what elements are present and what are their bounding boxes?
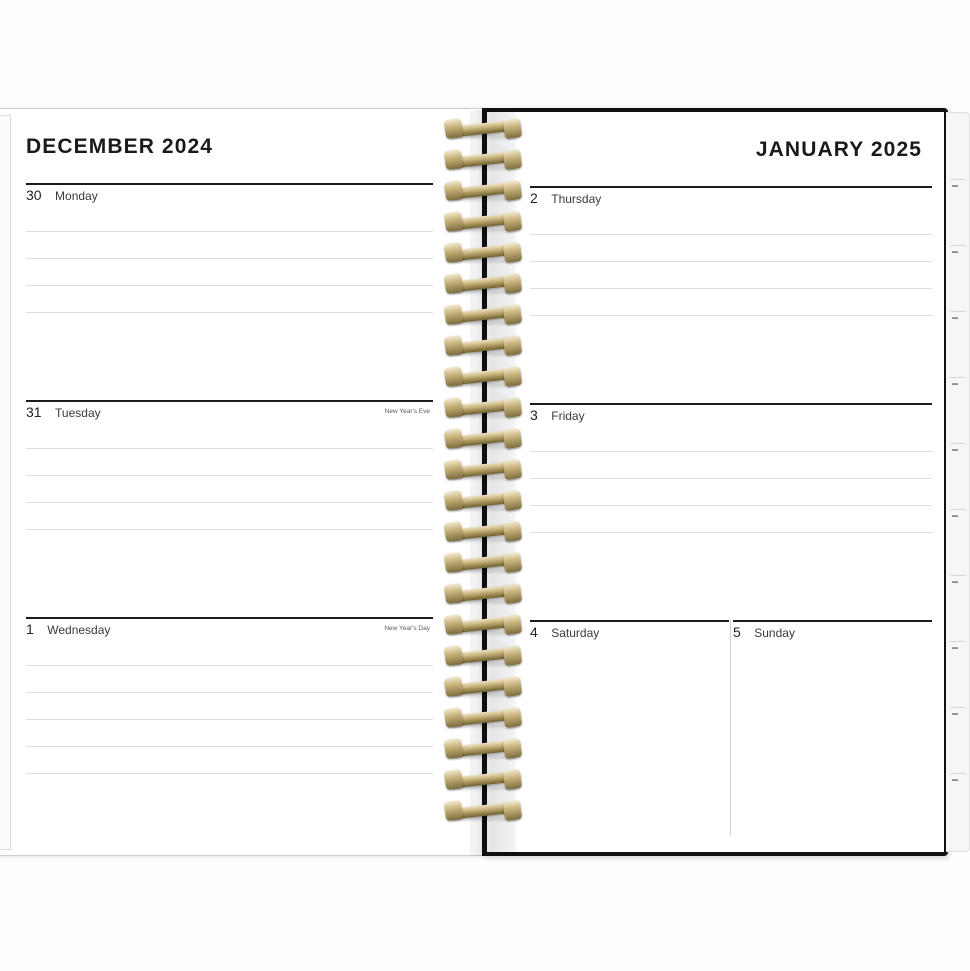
page-index-tabs[interactable]: ▬ ▬ ▬ ▬ ▬ ▬ ▬ ▬ ▬ ▬ [946,112,970,852]
left-page-content [0,109,484,855]
day-header [26,187,98,205]
writing-lines [530,208,932,316]
day-number: 30 [26,187,42,203]
day-name: Friday [551,409,585,423]
day-entry-tuesday-31 [26,400,433,537]
spiral-loop [446,490,522,512]
day-number: 2 [530,190,538,206]
day-name: Monday [55,189,98,203]
spiral-loop [446,552,522,574]
day-rule [733,620,932,622]
day-rule [26,617,433,619]
right-page [482,108,948,856]
day-number: 5 [733,624,741,640]
day-name: Thursday [551,192,602,206]
writing-lines [26,205,433,313]
day-name: Saturday [551,626,600,640]
left-page [0,108,484,856]
left-month-title: DECEMBER 2024 [26,135,214,158]
spiral-loop [446,521,522,543]
spiral-loop [446,614,522,636]
day-rule [530,620,729,622]
spiral-binding [446,118,530,848]
spiral-loop [446,118,522,140]
day-header [530,190,601,208]
day-rule [530,186,932,188]
day-header [530,624,599,642]
day-entry-thursday-2 [530,186,932,323]
spiral-loop [446,645,522,667]
spiral-loop [446,676,522,698]
spiral-loop [446,800,522,822]
photo-backdrop-top [0,0,970,112]
spiral-loop [446,397,522,419]
day-header [26,404,101,422]
spiral-loop [446,769,522,791]
photo-backdrop-bottom [0,858,970,971]
writing-lines [26,422,433,530]
day-name: Wednesday [47,623,111,637]
right-month-title: JANUARY 2025 [755,138,922,161]
day-name: Sunday [754,626,795,640]
day-rule [26,400,433,402]
day-entry-saturday-4 [530,620,729,757]
spiral-loop [446,149,522,171]
day-header [733,624,795,642]
spiral-loop [446,738,522,760]
weekend-divider [730,620,731,835]
spiral-loop [446,211,522,233]
spiral-loop [446,366,522,388]
spiral-loop [446,273,522,295]
spiral-loop [446,707,522,729]
spiral-loop [446,180,522,202]
day-number: 4 [530,624,538,640]
day-entry-sunday-5 [733,620,932,757]
day-entry-wednesday-1 [26,617,433,754]
spiral-loop [446,428,522,450]
spiral-loop [446,304,522,326]
right-page-content [487,112,944,852]
day-name: Tuesday [55,406,101,420]
day-number: 3 [530,407,538,423]
day-entry-friday-3 [530,403,932,540]
day-number: 31 [26,404,42,420]
day-rule [26,183,433,185]
writing-lines [530,425,932,533]
day-entry-monday-30 [26,183,433,320]
writing-lines [26,639,433,774]
spiral-loop [446,335,522,357]
spiral-loop [446,459,522,481]
day-note-holiday: New Year's Day [384,625,430,632]
day-header [26,621,110,639]
day-rule [530,403,932,405]
day-number: 1 [26,621,34,637]
day-header [530,407,585,425]
spiral-loop [446,583,522,605]
spiral-loop [446,242,522,264]
day-note-holiday: New Year's Eve [384,408,430,415]
